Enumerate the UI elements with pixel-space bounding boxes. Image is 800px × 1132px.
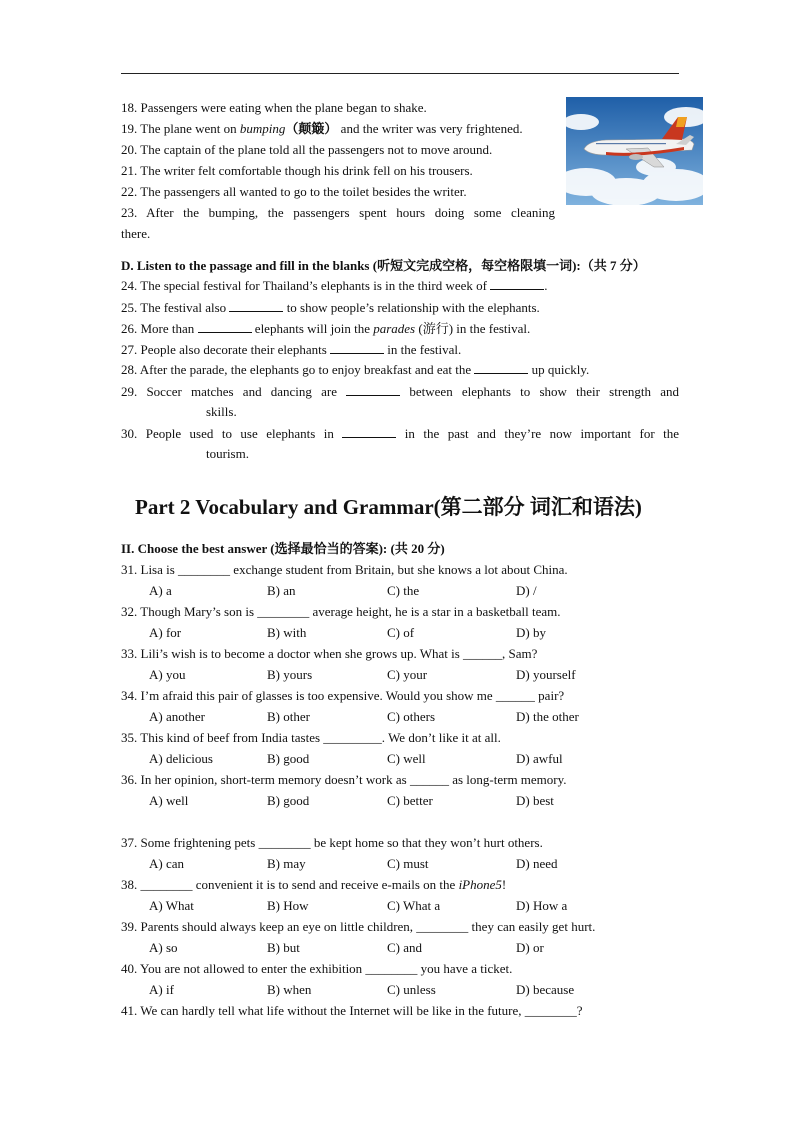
option-b: B) good <box>267 793 310 808</box>
option-b: B) How <box>267 898 309 913</box>
option-a: A) for <box>149 625 182 640</box>
option-c: C) and <box>387 940 423 955</box>
option-b: B) good <box>267 751 310 766</box>
options-39 <box>149 940 709 956</box>
option-b: B) an <box>267 583 296 598</box>
statement-23-cont: there. <box>121 226 151 241</box>
option-c: C) What a <box>387 898 441 913</box>
option-d: D) / <box>516 583 537 598</box>
blank-item-29: 29. Soccer matches and dancing are between elephants to show their strength and <box>121 384 679 399</box>
option-b: B) may <box>267 856 306 871</box>
question-31: 31. Lisa is ________ exchange student from Britain, but she knows a lot about China. <box>121 562 568 577</box>
blank-item-30: 30. People used to use elephants in in the past and they’re now important for the <box>121 426 679 441</box>
option-a: A) delicious <box>149 751 213 766</box>
blank-item-26: 26. More than elephants will join the parades (游行) in the festival. <box>121 321 531 336</box>
options-38 <box>149 898 709 914</box>
option-c: C) your <box>387 667 428 682</box>
section-ii-heading: II. Choose the best answer (选择最恰当的答案): (共 20 分) <box>121 541 445 556</box>
option-b: B) but <box>267 940 300 955</box>
options-33 <box>149 667 709 683</box>
statement-18: 18. Passengers were eating when the plane began to shake. <box>121 100 427 115</box>
option-d: D) awful <box>516 751 563 766</box>
question-35: 35. This kind of beef from India tastes _________. We don’t like it at all. <box>121 730 501 745</box>
question-32: 32. Though Mary’s son is ________ average height, he is a star in a basketball team. <box>121 604 561 619</box>
option-d: D) yourself <box>516 667 576 682</box>
statement-20: 20. The captain of the plane told all the passengers not to move around. <box>121 142 493 157</box>
option-c: C) the <box>387 583 420 598</box>
option-a: A) can <box>149 856 185 871</box>
question-38: 38. ________ convenient it is to send and receive e-mails on the iPhone5! <box>121 877 507 892</box>
options-37 <box>149 856 709 872</box>
option-d: D) or <box>516 940 544 955</box>
section-d-heading: D. Listen to the passage and fill in the blanks (听短文完成空格，每空格限填一词):（共 7 分） <box>121 258 646 273</box>
option-b: B) yours <box>267 667 313 682</box>
question-33: 33. Lili’s wish is to become a doctor when she grows up. What is ______, Sam? <box>121 646 538 661</box>
options-40 <box>149 982 709 998</box>
option-d: D) need <box>516 856 558 871</box>
option-c: C) unless <box>387 982 436 997</box>
question-41: 41. We can hardly tell what life without the Internet will be like in the future, ________? <box>121 1003 583 1018</box>
options-31 <box>149 583 709 599</box>
option-d: D) How a <box>516 898 568 913</box>
statement-22: 22. The passengers all wanted to go to the toilet besides the writer. <box>121 184 467 199</box>
statement-21: 21. The writer felt comfortable though his drink fell on his trousers. <box>121 163 473 178</box>
blank-item-29-cont: skills. <box>206 404 237 419</box>
option-b: B) other <box>267 709 310 724</box>
option-c: C) others <box>387 709 436 724</box>
option-d: D) by <box>516 625 546 640</box>
option-a: A) a <box>149 583 172 598</box>
options-34 <box>149 709 709 725</box>
option-c: C) well <box>387 751 426 766</box>
option-b: B) when <box>267 982 312 997</box>
options-32 <box>149 625 709 641</box>
option-c: C) better <box>387 793 433 808</box>
statement-23: 23. After the bumping, the passengers spent hours doing some cleaning <box>121 205 555 220</box>
option-a: A) What <box>149 898 194 913</box>
option-b: B) with <box>267 625 307 640</box>
blank-item-28: 28. After the parade, the elephants go to enjoy breakfast and eat the up quickly. <box>121 362 590 377</box>
blank-item-24: 24. The special festival for Thailand’s elephants is in the third week of . <box>121 278 548 293</box>
option-a: A) another <box>149 709 205 724</box>
blank-item-30-cont: tourism. <box>206 446 249 461</box>
question-36: 36. In her opinion, short-term memory doesn’t work as ______ as long-term memory. <box>121 772 567 787</box>
option-c: C) of <box>387 625 415 640</box>
options-35 <box>149 751 709 767</box>
option-a: A) if <box>149 982 174 997</box>
statement-19: 19. The plane went on bumping（颠簸） and the writer was very frightened. <box>121 121 523 136</box>
option-c: C) must <box>387 856 429 871</box>
blank-item-27: 27. People also decorate their elephants in the festival. <box>121 342 462 357</box>
options-36 <box>149 793 709 809</box>
option-a: A) you <box>149 667 186 682</box>
question-40: 40. You are not allowed to enter the exhibition ________ you have a ticket. <box>121 961 513 976</box>
question-39: 39. Parents should always keep an eye on little children, ________ they can easily get hurt. <box>121 919 596 934</box>
airplane-in-clouds-icon <box>566 97 703 205</box>
option-a: A) so <box>149 940 178 955</box>
part-2-title: Part 2 Vocabulary and Grammar(第二部分 词汇和语法) <box>135 495 642 519</box>
question-37: 37. Some frightening pets ________ be kept home so that they won’t hurt others. <box>121 835 543 850</box>
question-34: 34. I’m afraid this pair of glasses is too expensive. Would you show me ______ pair? <box>121 688 565 703</box>
option-a: A) well <box>149 793 189 808</box>
option-d: D) the other <box>516 709 579 724</box>
option-d: D) because <box>516 982 575 997</box>
top-rule <box>121 73 679 74</box>
blank-item-25: 25. The festival also to show people’s relationship with the elephants. <box>121 300 540 315</box>
option-d: D) best <box>516 793 554 808</box>
